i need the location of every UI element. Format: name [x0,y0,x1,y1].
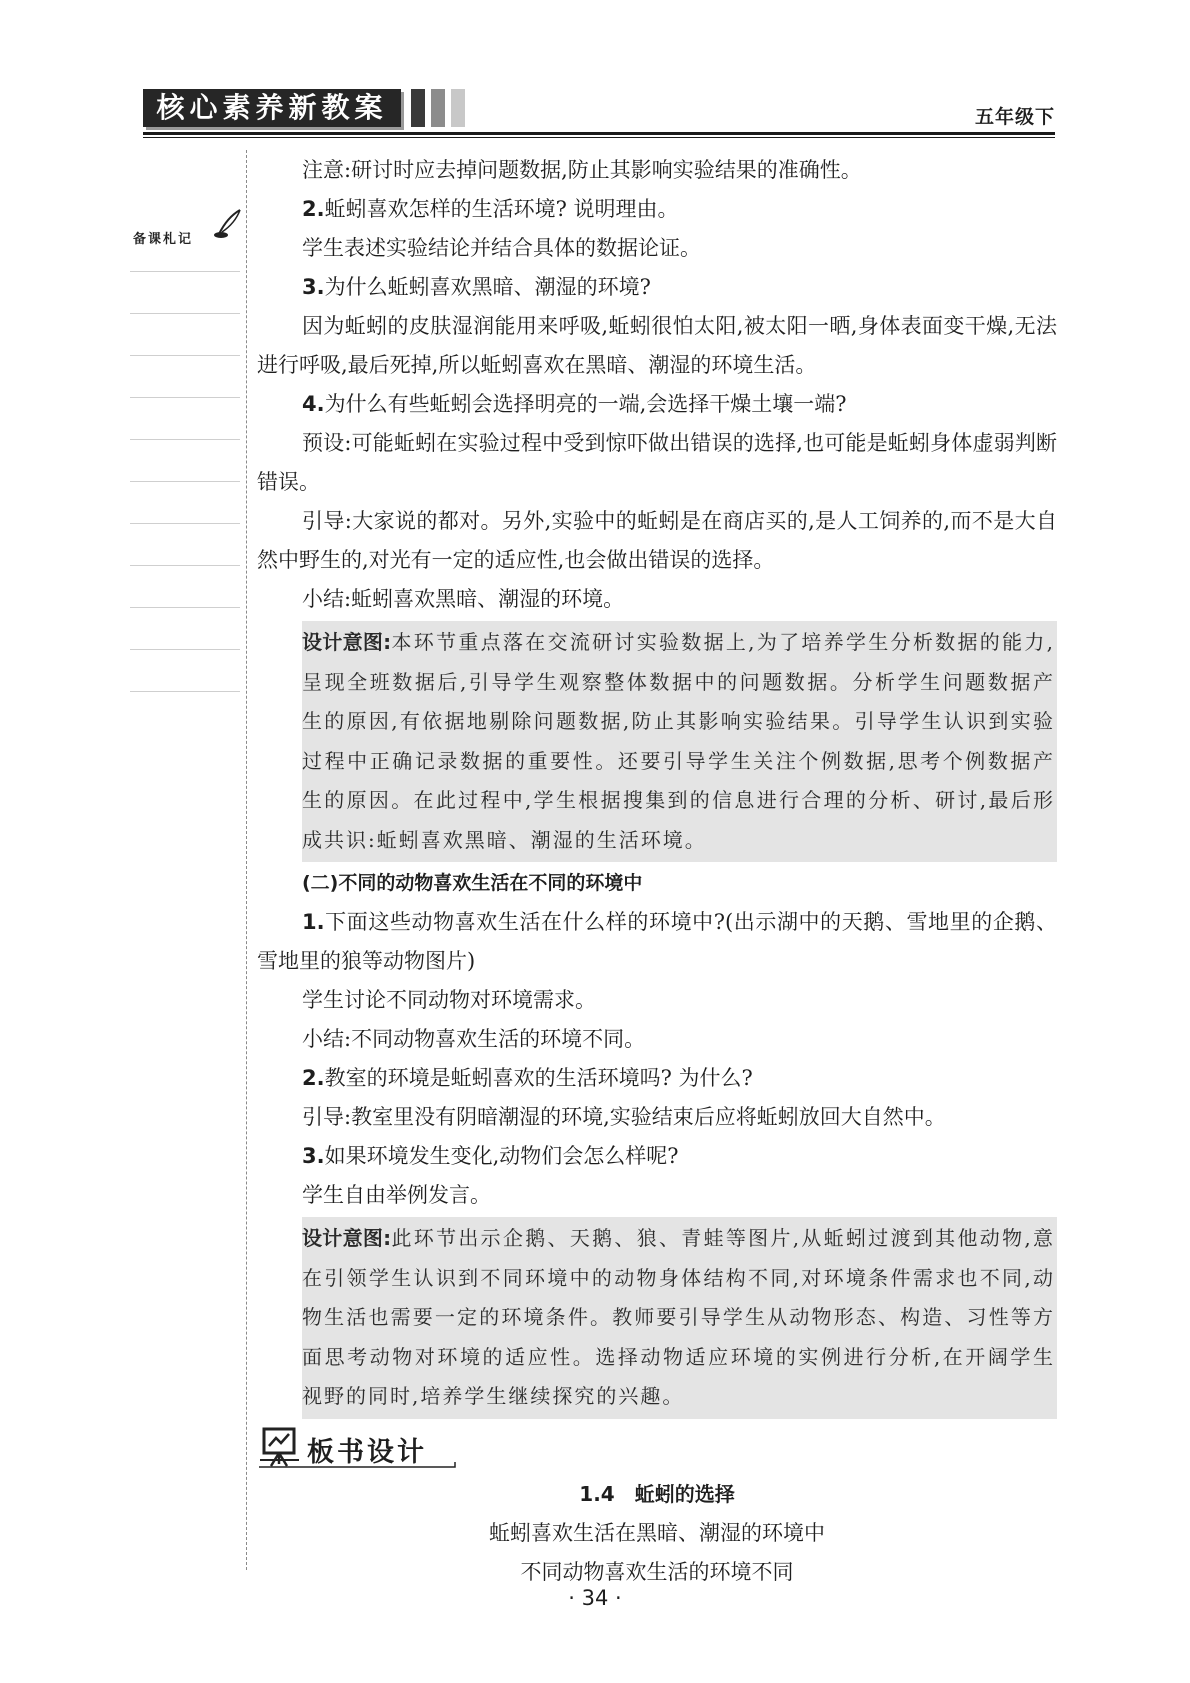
paragraph: 小结:蚯蚓喜欢黑暗、潮湿的环境。 [302,587,625,611]
section-heading: (二)不同的动物喜欢生活在不同的环境中 [302,872,643,894]
question-4 [257,385,1057,424]
design-intent-text [302,1219,1055,1417]
question-number: 2. [302,1066,325,1090]
book-title: 核心素养新教案 [156,91,388,124]
question-2 [257,190,1057,229]
board-line-1: 蚯蚓喜欢生活在黑暗、潮湿的环境中 [489,1521,825,1545]
lesson-notes-label: 备课札记 [133,232,194,247]
design-intent-label: 设计意图: [302,630,392,654]
paragraph: 预设:可能蚯蚓在实验过程中受到惊吓做出错误的选择,也可能是蚯蚓身体虚弱判断错误。 [257,431,1057,494]
paragraph: 注意:研讨时应去掉问题数据,防止其影响实验结果的准确性。 [302,158,862,182]
notes-line [130,607,240,608]
notes-line [130,271,240,272]
heading-underline [259,1462,459,1472]
paragraph: 引导:教室里没有阴暗潮湿的环境,实验结束后应将蚯蚓放回大自然中。 [302,1105,946,1129]
section2-question-1 [257,903,1057,981]
question-3 [257,268,1057,307]
notes-line [130,397,240,398]
paragraph: 小结:不同动物喜欢生活的环境不同。 [302,1027,646,1051]
header-rule [143,132,1055,135]
design-intent-body: 本环节重点落在交流研讨实验数据上,为了培养学生分析数据的能力,呈现全班数据后,引导学生观察整体数据中的问题数据。分析学生问题数据产生的原因,有依据地剔除问题数据,防止其影响实验结果。引导学生认识到实验过程中正确记录数据的重要性。还要引导学生关注个例数据,思考个例数据产生的原因。在此过程中,学生根据搜集到的信息进行合理的分析、研讨,最后形成共识:蚯蚓喜欢黑暗、潮湿的生活环境。 [302,630,1056,852]
paragraph: 学生讨论不同动物对环境需求。 [302,988,596,1012]
paragraph: 引导:大家说的都对。另外,实验中的蚯蚓是在商店买的,是人工饲养的,而不是大自然中野生的,对光有一定的适应性,也会做出错误的选择。 [257,509,1057,572]
question-text: 教室的环境是蚯蚓喜欢的生活环境吗? 为什么? [324,1066,753,1090]
question-number: 1. [302,910,325,934]
header-bar-light [451,89,465,127]
header-bar-dark [411,89,425,127]
question-number: 2. [302,197,325,221]
margin-divider [246,150,247,1570]
question-number: 3. [302,275,325,299]
book-title-banner [143,89,401,127]
board-line-2: 不同动物喜欢生活的环境不同 [520,1560,794,1584]
question-text: 为什么蚯蚓喜欢黑暗、潮湿的环境? [324,275,651,299]
notes-line [130,565,240,566]
design-intent-box [302,1217,1057,1419]
design-intent-box [302,621,1057,862]
header-bar-mid [431,89,445,127]
design-intent-body: 此环节出示企鹅、天鹅、狼、青蛙等图片,从蚯蚓过渡到其他动物,意在引领学生认识到不同环境中的动物身体结构不同,对环境条件需求也不同,动物生活也需要一定的环境条件。教师要引导学生从动物形态、构造、习性等方面思考动物对环境的适应性。选择动物适应环境的实例进行分析,在开阔学生视野的同时,培养学生继续探究的兴趣。 [302,1226,1056,1408]
section2-question-3 [257,1137,1057,1176]
paragraph: 因为蚯蚓的皮肤湿润能用来呼吸,蚯蚓很怕太阳,被太阳一晒,身体表面变干燥,无法进行呼吸,最后死掉,所以蚯蚓喜欢在黑暗、潮湿的环境生活。 [257,314,1057,377]
board-lesson-title [257,1478,1057,1507]
question-text: 蚯蚓喜欢怎样的生活环境? 说明理由。 [324,197,679,221]
question-text: 如果环境发生变化,动物们会怎么样呢? [324,1144,679,1168]
notes-line [130,649,240,650]
board-design-title: 板书设计 [307,1437,427,1468]
board-design-heading [259,1424,459,1470]
notes-line [130,313,240,314]
quill-icon [213,208,243,240]
notes-line [130,523,240,524]
question-number: 4. [302,392,325,416]
design-intent-label: 设计意图: [302,1226,392,1250]
paragraph: 学生表述实验结论并结合具体的数据论证。 [302,236,701,260]
section2-question-2 [257,1059,1057,1098]
question-number: 3. [302,1144,325,1168]
lesson-body [257,151,1057,1421]
question-text: 为什么有些蚯蚓会选择明亮的一端,会选择干燥土壤一端? [324,392,847,416]
page-number: · 34 · [568,1586,622,1610]
paragraph: 学生自由举例发言。 [302,1183,491,1207]
grade-label: 五年级下 [974,106,1055,128]
notes-line [130,439,240,440]
design-intent-text [302,623,1055,860]
notes-line [130,481,240,482]
question-text: 下面这些动物喜欢生活在什么样的环境中?(出示湖中的天鹅、雪地里的企鹅、雪地里的狼等动物图片) [257,910,1057,973]
lesson-title: 1.4 蚯蚓的选择 [579,1482,735,1506]
header-rule-thin [143,137,1055,138]
notes-line [130,691,240,692]
notes-line [130,355,240,356]
